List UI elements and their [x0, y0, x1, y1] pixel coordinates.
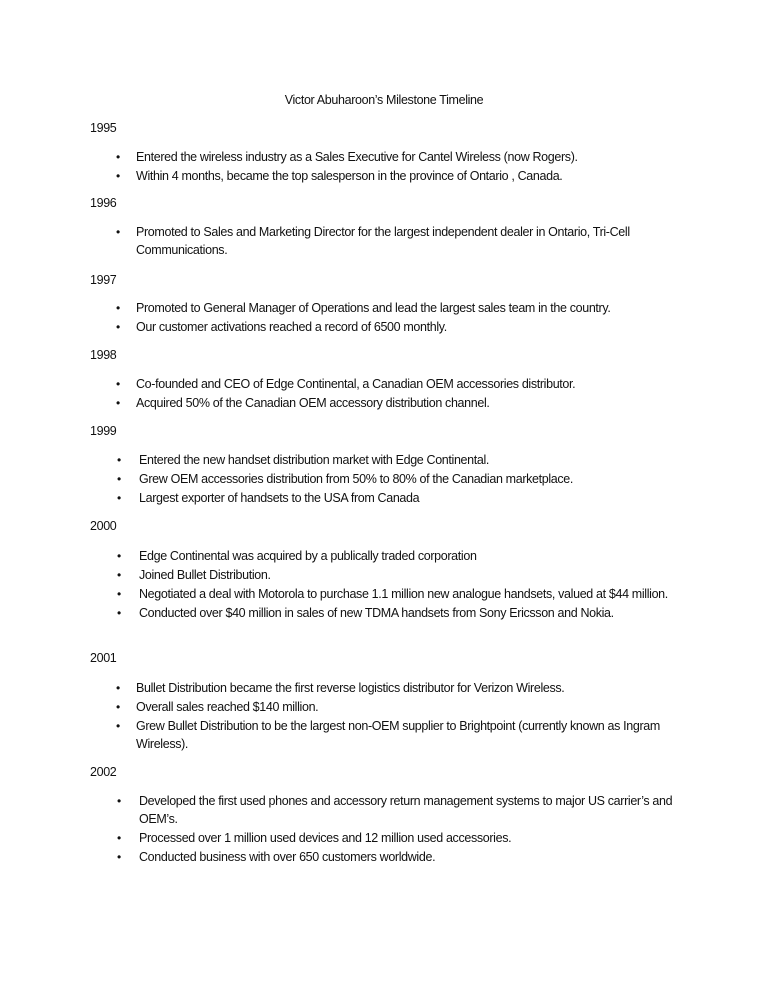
list-item: • Joined Bullet Distribution.: [117, 568, 271, 582]
milestone-list-2002: [90, 792, 690, 867]
list-item: • Our customer activations reached a record of 6500 monthly.: [116, 320, 447, 334]
list-item: • Edge Continental was acquired by a publically traded corporation: [117, 549, 477, 563]
bullet-icon: •: [117, 549, 121, 563]
list-item: • Conducted business with over 650 customers worldwide.: [117, 850, 436, 864]
bullet-icon: •: [116, 681, 120, 695]
bullet-icon: •: [116, 150, 120, 164]
milestone-list-1995: [90, 148, 690, 186]
list-item: • Negotiated a deal with Motorola to purchase 1.1 million new analogue handsets, valued at $44 million.: [117, 587, 668, 601]
list-item: • Bullet Distribution became the first reverse logistics distributor for Verizon Wireless.: [116, 681, 565, 695]
list-item: • Conducted over $40 million in sales of new TDMA handsets from Sony Ericsson and Nokia.: [117, 606, 614, 620]
milestone-list-1999: [90, 451, 690, 508]
list-item: • Entered the new handset distribution market with Edge Continental.: [117, 453, 490, 467]
milestone-list-1996: [90, 223, 690, 260]
bullet-icon: •: [117, 850, 121, 864]
milestone-list-1997: [90, 299, 690, 337]
bullet-icon: •: [116, 225, 120, 239]
year-heading-2001: 2001: [90, 651, 117, 665]
year-heading-1996: 1996: [90, 196, 117, 210]
year-heading-1995: 1995: [90, 121, 117, 135]
list-item: • Processed over 1 million used devices and 12 million used accessories.: [117, 831, 512, 845]
list-item: • Within 4 months, became the top salesperson in the province of Ontario , Canada.: [116, 169, 563, 183]
bullet-icon: •: [117, 568, 121, 582]
milestone-list-2000: [90, 547, 690, 623]
list-item: • Promoted to Sales and Marketing Director for the largest independent dealer in Ontario, Tri-Cell Communications.: [116, 225, 630, 257]
bullet-icon: •: [117, 587, 121, 601]
list-item: • Overall sales reached $140 million.: [116, 700, 319, 714]
bullet-icon: •: [117, 606, 121, 620]
bullet-icon: •: [116, 396, 120, 410]
bullet-icon: •: [117, 491, 121, 505]
list-item: • Developed the first used phones and accessory return management systems to major US carrier’s and OEM’s.: [117, 794, 673, 826]
list-item: • Promoted to General Manager of Operations and lead the largest sales team in the country.: [116, 301, 611, 315]
milestone-list-2001: [90, 679, 690, 754]
bullet-icon: •: [116, 377, 120, 391]
milestone-list-1998: [90, 375, 690, 413]
bullet-icon: •: [116, 719, 120, 733]
year-heading-2002: 2002: [90, 765, 117, 779]
bullet-icon: •: [117, 453, 121, 467]
list-item: • Grew Bullet Distribution to be the largest non-OEM supplier to Brightpoint (currently known as Ingram Wireless).: [116, 719, 660, 751]
bullet-icon: •: [116, 320, 120, 334]
list-item: • Co-founded and CEO of Edge Continental, a Canadian OEM accessories distributor.: [116, 377, 576, 391]
list-item: • Entered the wireless industry as a Sales Executive for Cantel Wireless (now Rogers).: [116, 150, 578, 164]
bullet-icon: •: [116, 700, 120, 714]
year-heading-1998: 1998: [90, 348, 117, 362]
list-item: • Acquired 50% of the Canadian OEM accessory distribution channel.: [116, 396, 490, 410]
bullet-icon: •: [116, 301, 120, 315]
list-item: • Grew OEM accessories distribution from 50% to 80% of the Canadian marketplace.: [117, 472, 574, 486]
page-title: Victor Abuharoon’s Milestone Timeline: [284, 93, 484, 107]
bullet-icon: •: [117, 794, 121, 808]
year-heading-2000: 2000: [90, 519, 117, 533]
year-heading-1999: 1999: [90, 424, 117, 438]
bullet-icon: •: [117, 831, 121, 845]
bullet-icon: •: [117, 472, 121, 486]
bullet-icon: •: [116, 169, 120, 183]
list-item: • Largest exporter of handsets to the USA from Canada: [117, 491, 420, 505]
year-heading-1997: 1997: [90, 273, 117, 287]
